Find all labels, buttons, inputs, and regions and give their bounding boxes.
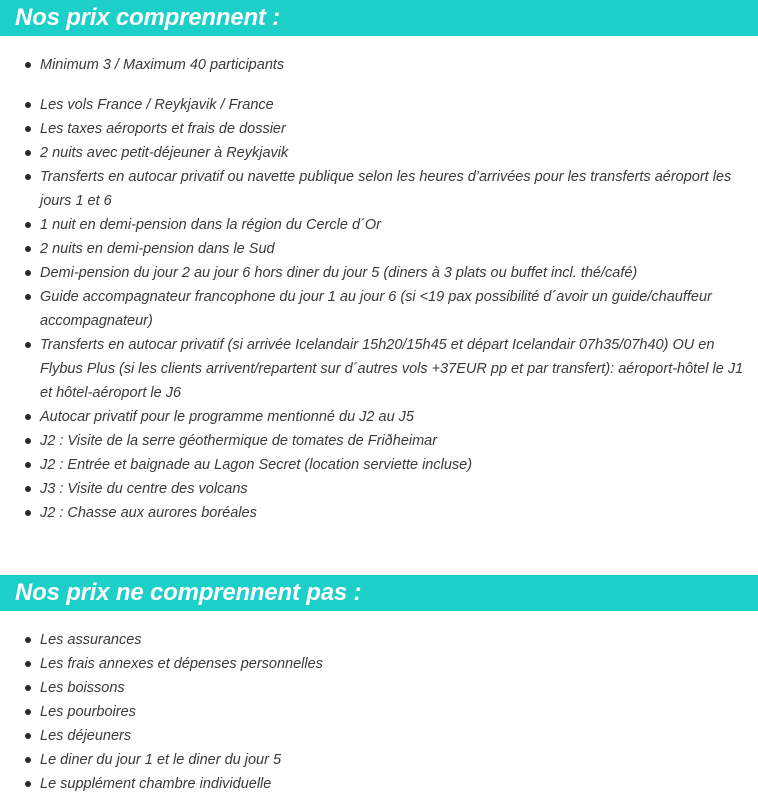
list-item: J3 : Visite du centre des volcans: [0, 477, 758, 501]
excluded-list: [0, 628, 758, 796]
list-item: Transferts en autocar privatif (si arrivée Icelandair 15h20/15h45 et départ Icelandair 07h35/07h40) OU en Flybus Plus (si les clients arrivent/repartent sur d´autres vols +37EUR pp et par transfert): aéroport-hôtel le J1 et hôtel-aéroport le J6: [0, 333, 758, 405]
list-item: J2 : Chasse aux aurores boréales: [0, 501, 758, 525]
included-list: [0, 53, 758, 525]
list-item: Les vols France / Reykjavik / France: [0, 93, 758, 117]
excluded-section-title: Nos prix ne comprennent pas :: [0, 575, 758, 611]
list-item: Transferts en autocar privatif ou navette publique selon les heures d’arrivées pour les transferts aéroport les jours 1 et 6: [0, 165, 758, 213]
list-item: Le diner du jour 1 et le diner du jour 5: [0, 748, 758, 772]
list-item: J2 : Entrée et baignade au Lagon Secret (location serviette incluse): [0, 453, 758, 477]
list-item: Autocar privatif pour le programme mentionné du J2 au J5: [0, 405, 758, 429]
list-item: Guide accompagnateur francophone du jour 1 au jour 6 (si <19 pax possibilité d´avoir un guide/chauffeur accompagnateur): [0, 285, 758, 333]
list-item: 2 nuits avec petit-déjeuner à Reykjavik: [0, 141, 758, 165]
list-item: J2 : Visite de la serre géothermique de tomates de Friðheimar: [0, 429, 758, 453]
list-item: Demi-pension du jour 2 au jour 6 hors diner du jour 5 (diners à 3 plats ou buffet incl. thé/café): [0, 261, 758, 285]
list-item: 1 nuit en demi-pension dans la région du Cercle d´Or: [0, 213, 758, 237]
list-item: Les boissons: [0, 676, 758, 700]
list-item: Les pourboires: [0, 700, 758, 724]
list-item: Minimum 3 / Maximum 40 participants: [0, 53, 758, 77]
list-item: Les taxes aéroports et frais de dossier: [0, 117, 758, 141]
list-item: Les déjeuners: [0, 724, 758, 748]
included-section-title: Nos prix comprennent :: [0, 0, 758, 36]
list-item: 2 nuits en demi-pension dans le Sud: [0, 237, 758, 261]
list-item: Le supplément chambre individuelle: [0, 772, 758, 796]
list-item: Les frais annexes et dépenses personnelles: [0, 652, 758, 676]
list-item: Les assurances: [0, 628, 758, 652]
